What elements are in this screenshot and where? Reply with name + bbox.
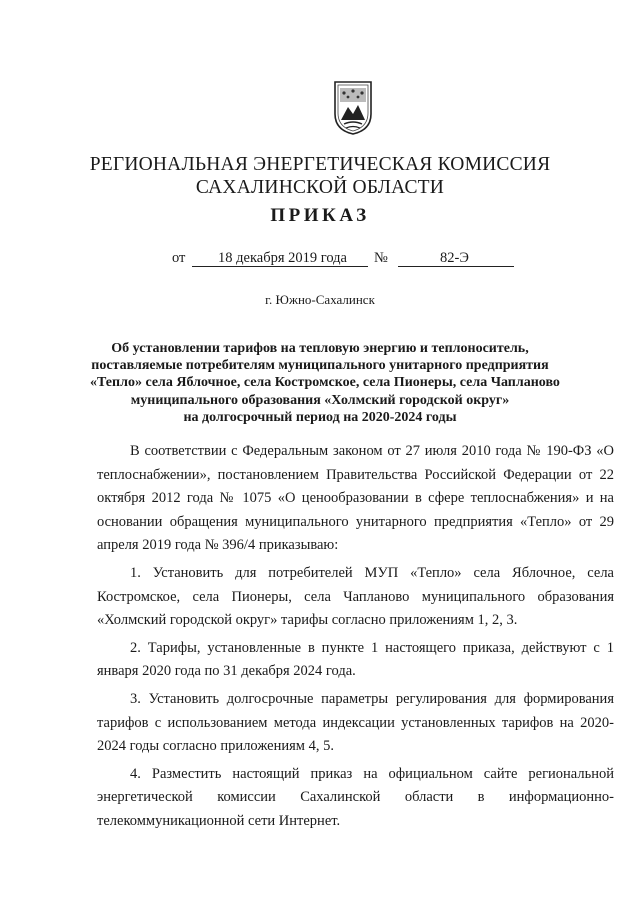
- order-title-line: Об установлении тарифов на тепловую энергию и теплоноситель,: [111, 341, 529, 356]
- body-paragraph-item-3: 3. Установить долгосрочные параметры регулирования для формирования тарифов с использованием метода индексации установленных тарифов на 2020-2024 годы согласно приложениям 4, 5.: [97, 690, 614, 755]
- agency-name-line2: САХАЛИНСКОЙ ОБЛАСТИ: [195, 177, 445, 198]
- body-paragraph-item-2: 2. Тарифы, установленные в пункте 1 настоящего приказа, действуют с 1 января 2020 года по 31 декабря 2024 года.: [97, 639, 614, 680]
- order-body: [97, 440, 614, 834]
- date-number-line: [0, 250, 640, 270]
- date-underline: [192, 266, 368, 267]
- issue-place: г. Южно-Сахалинск: [265, 292, 375, 307]
- order-title-line: муниципального образования «Холмский городской округ»: [130, 392, 510, 408]
- order-date: 18 декабря 2019 года: [218, 250, 347, 266]
- order-title: [90, 340, 560, 426]
- body-paragraph-preamble: В соответствии с Федеральным законом от 27 июля 2010 года № 190-ФЗ «О теплоснабжении», постановлением Правительства Российской Федерации от 22 октября 2012 года № 1075 «О ценообразовании в сфере теплоснабжения» и на основании обращения муниципального унитарного предприятия «Тепло» от 29 апреля 2019 года № 396/4 приказываю:: [97, 443, 614, 554]
- body-paragraph-item-4: 4. Разместить настоящий приказ на официальном сайте региональной энергетической комиссии Сахалинской области в информационно-телекоммуникационной сети Интернет.: [97, 765, 614, 829]
- order-title-line: «Тепло» села Яблочное, села Костромское, села Пионеры, села Чапланово: [90, 375, 560, 391]
- number-label: №: [374, 250, 388, 266]
- order-number: 82-Э: [440, 250, 469, 266]
- date-from-label: от: [172, 250, 186, 266]
- body-paragraph-item-1: 1. Установить для потребителей МУП «Тепло» села Яблочное, села Костромское, села Пионеры, села Чапланово муниципального образования «Холмский городской округ» тарифы согласно приложениям 1, 2, 3.: [97, 564, 614, 629]
- document-type-heading: ПРИКАЗ: [270, 205, 370, 226]
- agency-name-line1: РЕГИОНАЛЬНАЯ ЭНЕРГЕТИЧЕСКАЯ КОМИССИЯ: [89, 154, 551, 175]
- order-title-line: поставляемые потребителям муниципального унитарного предприятия: [91, 358, 549, 374]
- number-underline: [398, 266, 514, 267]
- order-title-line: на долгосрочный период на 2020-2024 годы: [183, 409, 457, 425]
- sakhalin-coat-of-arms-icon: [330, 80, 376, 136]
